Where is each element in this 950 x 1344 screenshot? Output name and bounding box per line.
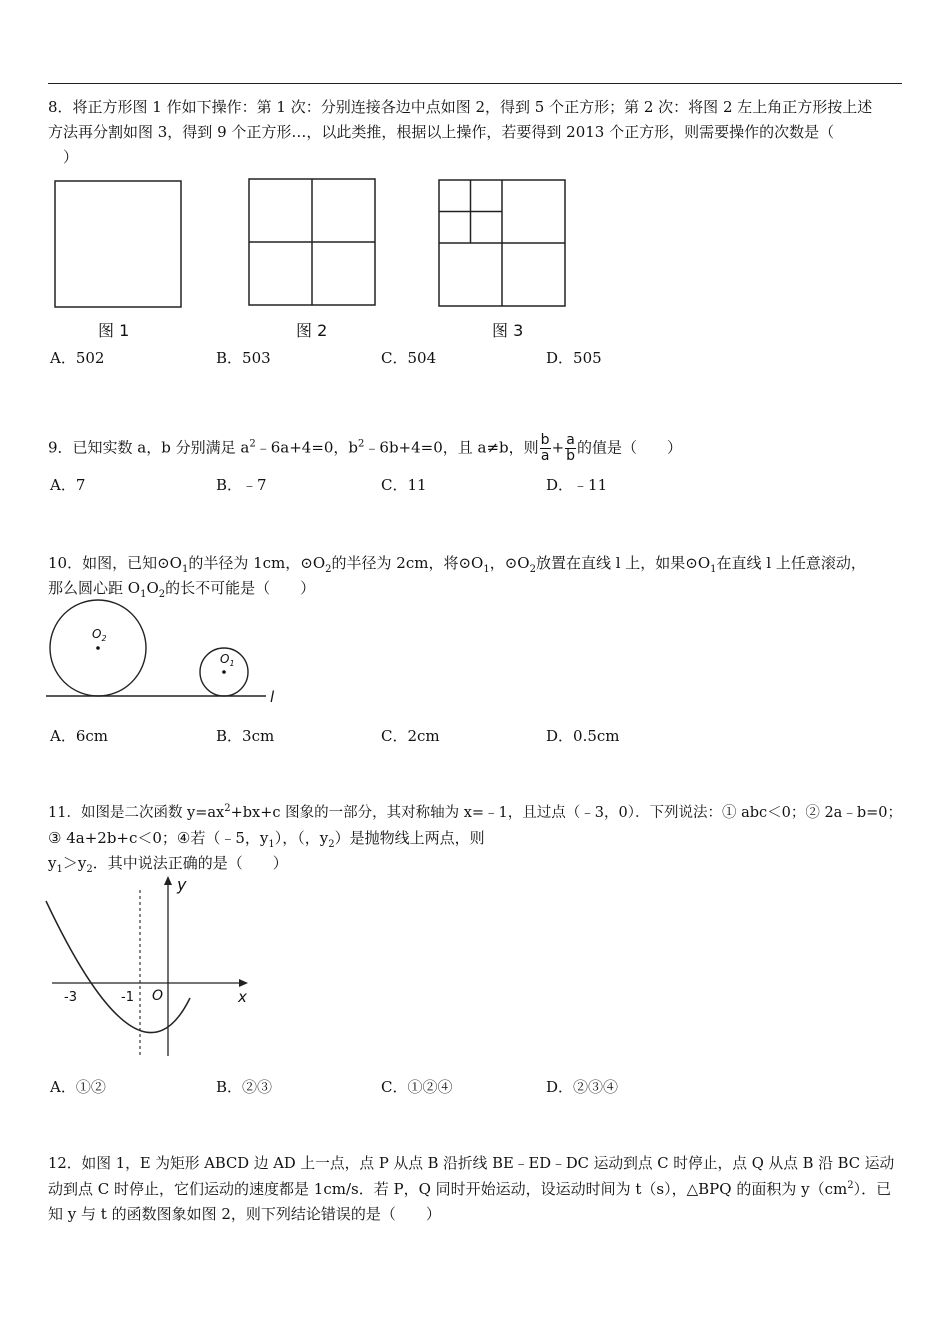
q9-fraction-a-over-b: $\frac{a}{b}$ [566, 432, 576, 464]
q10-option-b[interactable]: B．3cm [216, 727, 275, 745]
center-o1 [222, 670, 226, 674]
q8-figure-1 [54, 180, 184, 310]
o1-sub: 1 [229, 659, 235, 668]
q10-option-a[interactable]: A．6cm [50, 727, 109, 745]
line-l-label: l [270, 688, 275, 706]
q11-line3: $y_1>y_2$．其中说法正确的是（ ） [48, 854, 288, 875]
x-axis-label: x [238, 988, 247, 1006]
q11-option-a[interactable]: A．①② [50, 1078, 106, 1096]
q12-line2: 动到点 C 时停止，它们运动的速度都是 1cm/s．若 P，Q 同时开始运动，设运动时间为 t（s），△BPQ 的面积为 $y(cm^2)$．已 [48, 1180, 892, 1198]
q8-figure-2 [248, 178, 378, 308]
q9-stem: 9．已知实数 a，b 分别满足 $a^2﹣6a+4=0$，$b^2﹣6b+4=0$，且 a≠b，则 $\frac{b}{a}$ + $\frac{a}{b}$ 的值是（ ） [48, 432, 683, 464]
svg-text:O2 [92, 627, 107, 643]
q10-line1: 10．如图，已知$⊙O_1$的半径为 1cm，$⊙O_2$的半径为 2cm，将$⊙O_1$，$⊙O_2$放置在直线 l 上，如果$⊙O_1$在直线 l 上任意滚动， [48, 554, 866, 575]
q8-line3: ） [48, 148, 79, 166]
q9-option-d[interactable]: D．﹣11 [546, 476, 608, 494]
q8-figure-3-label: 图 3 [492, 321, 524, 340]
center-o2 [96, 646, 100, 650]
o2-sub: 2 [101, 634, 107, 643]
q10-option-d[interactable]: D．0.5cm [546, 727, 620, 745]
q9-option-b[interactable]: B．﹣7 [216, 476, 267, 494]
q11-option-c[interactable]: C．①②④ [381, 1078, 453, 1096]
y-axis-arrow [164, 876, 172, 885]
q10-line2: 那么圆心距 $O_1O_2$的长不可能是（ ） [48, 579, 316, 600]
x-axis-arrow [239, 979, 248, 987]
q11-line2: ③ 4a+2b+c＜0；④若（﹣5，$y_1$），（，$y_2$）是抛物线上两点，则 [48, 829, 485, 850]
q8-option-b[interactable]: B．503 [216, 349, 271, 367]
svg-text:O1 [220, 652, 235, 668]
q12-line3: 知 y 与 t 的函数图象如图 2，则下列结论错误的是（ ） [48, 1205, 441, 1223]
q11-option-b[interactable]: B．②③ [216, 1078, 273, 1096]
o1-label: O [220, 652, 230, 666]
q8-figure-2-label: 图 2 [296, 321, 328, 340]
q8-figure-1-label: 图 1 [98, 321, 130, 340]
q8-option-c[interactable]: C．504 [381, 349, 437, 367]
q8-line2: 方法再分割如图 3，得到 9 个正方形…，以此类推，根据以上操作，若要得到 2013 个正方形，则需要操作的次数是（ [48, 123, 835, 141]
q9-option-a[interactable]: A．7 [50, 476, 86, 494]
q8-option-d[interactable]: D．505 [546, 349, 602, 367]
tick-minus-1: -1 [121, 990, 134, 1005]
q9-fraction-b-over-a: $\frac{b}{a}$ [540, 432, 550, 464]
q8-option-a[interactable]: A．502 [50, 349, 105, 367]
q8-figure-3 [438, 179, 568, 309]
q11-parabola-figure [44, 870, 264, 1060]
q11-line1: 11．如图是二次函数 $y=ax^2+bx+c$ 图象的一部分，其对称轴为 x=﹣1，且过点（﹣3，0）．下列说法：① abc＜0；② 2a﹣b=0； [48, 803, 902, 821]
origin-label: O [152, 988, 164, 1004]
header-rule [48, 83, 902, 84]
y-axis-label: y [177, 875, 187, 894]
q9-option-c[interactable]: C．11 [381, 476, 427, 494]
q12-line1: 12．如图 1，E 为矩形 ABCD 边 AD 上一点，点 P 从点 B 沿折线 BE﹣ED﹣DC 运动到点 C 时停止，点 Q 从点 B 沿 BC 运动 [48, 1155, 895, 1172]
q10-option-c[interactable]: C．2cm [381, 727, 440, 745]
tick-minus-3: -3 [64, 990, 77, 1005]
q11-option-d[interactable]: D．②③④ [546, 1078, 619, 1096]
o2-label: O [92, 627, 102, 641]
q10-circles-figure [44, 598, 284, 710]
q8-line1: 8．将正方形图 1 作如下操作：第 1 次：分别连接各边中点如图 2，得到 5 个正方形；第 2 次：将图 2 左上角正方形按上述 [48, 98, 873, 116]
